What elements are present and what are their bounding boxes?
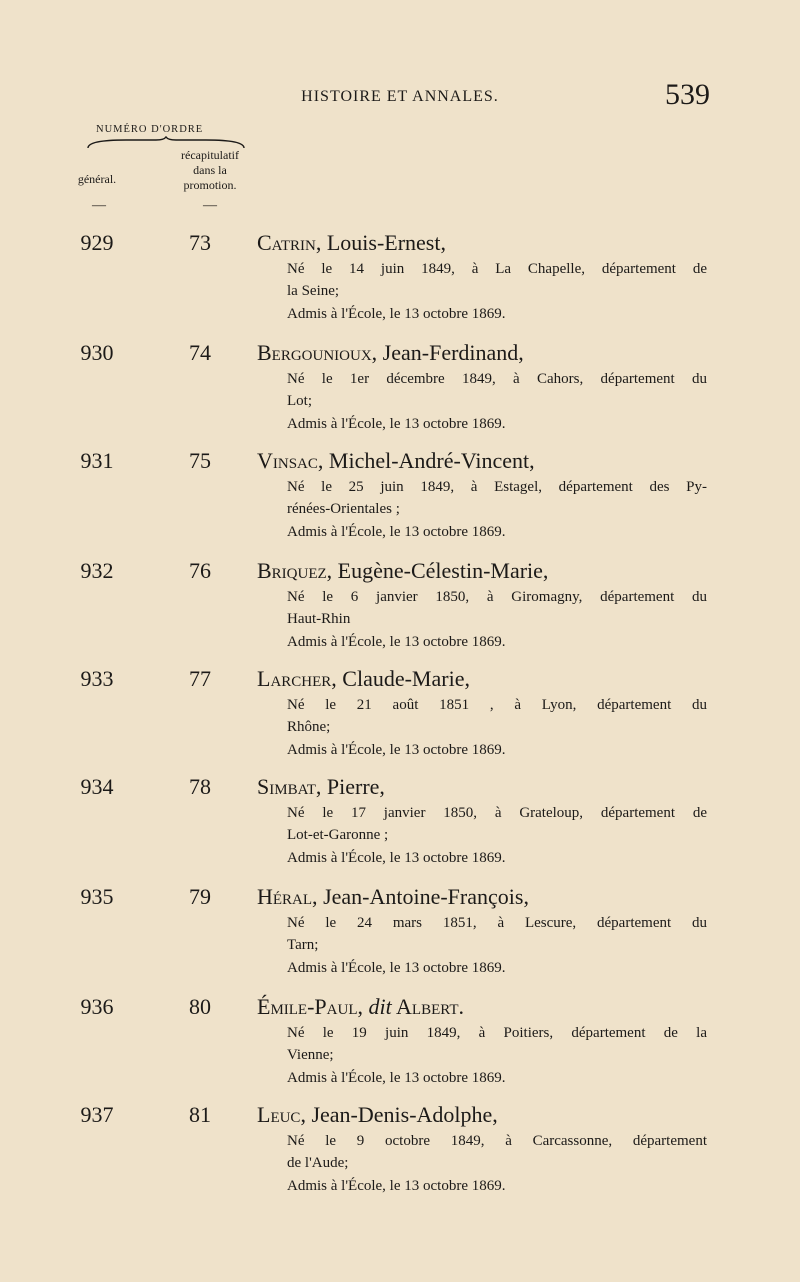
entry-birth-line: Né le 9 octobre 1849, à Carcassonne, département [287,1133,707,1149]
entry-birth-place: Lot; [287,393,312,409]
entry-birth-place: Tarn; [287,937,319,953]
entry-number-general: 934 [80,774,114,799]
entry-name: Larcher, Claude-Marie, [257,666,470,691]
entry-number-recap: 73 [189,230,211,255]
entry [0,448,800,556]
dash-recap: — [203,198,217,213]
entry [0,774,800,882]
entry-number-recap: 75 [189,448,211,473]
page-number: 539 [665,78,710,111]
entry-number-recap: 74 [189,340,211,365]
entry-number-recap: 81 [189,1102,211,1127]
entry [0,340,800,448]
entry-name: Émile-Paul, dit Albert. [257,994,465,1019]
entry-admission: Admis à l'École, le 13 octobre 1869. [287,960,506,976]
entry [0,230,800,338]
entry-number-recap: 78 [189,774,211,799]
entry-admission: Admis à l'École, le 13 octobre 1869. [287,1070,506,1086]
entry-number-recap: 76 [189,558,211,583]
entry-number-general: 935 [80,884,114,909]
entry-birth-line: Né le 6 janvier 1850, à Giromagny, département du [287,589,707,605]
entry-number-recap: 77 [189,666,211,691]
entry-birth-line: Né le 25 juin 1849, à Estagel, département des Py- [287,479,707,495]
entry-admission: Admis à l'École, le 13 octobre 1869. [287,524,506,540]
column-header-recap: récapitulatif dans la promotion. [181,148,239,192]
entry-name: Vinsac, Michel-André-Vincent, [257,448,535,473]
entry [0,558,800,666]
entry-admission: Admis à l'École, le 13 octobre 1869. [287,742,506,758]
entry-admission: Admis à l'École, le 13 octobre 1869. [287,634,506,650]
entry-number-general: 937 [80,1102,114,1127]
entry [0,884,800,992]
entry-birth-place: Haut-Rhin [287,611,351,627]
entry-birth-line: Né le 14 juin 1849, à La Chapelle, département de [287,261,707,277]
entry-birth-place: rénées-Orientales ; [287,501,400,517]
entry-admission: Admis à l'École, le 13 octobre 1869. [287,1178,506,1194]
entry-number-general: 930 [80,340,114,365]
entry-admission: Admis à l'École, le 13 octobre 1869. [287,306,506,322]
entry-admission: Admis à l'École, le 13 octobre 1869. [287,416,506,432]
entry [0,994,800,1102]
column-header-general: général. [77,172,117,186]
entry-number-general: 933 [80,666,114,691]
running-title: HISTOIRE ET ANNALES. [301,88,499,105]
entry-birth-line: Né le 24 mars 1851, à Lescure, département du [287,915,707,931]
entry-name: Simbat, Pierre, [257,774,385,799]
entry-birth-place: Lot-et-Garonne ; [287,827,389,843]
entry-number-recap: 80 [189,994,211,1019]
entry-birth-line: Né le 1er décembre 1849, à Cahors, département du [287,371,707,387]
entry-name: Briquez, Eugène-Célestin-Marie, [257,558,549,583]
column-header-numero: NUMÉRO D'ORDRE [96,124,204,135]
entry-number-general: 931 [80,448,114,473]
entry-birth-place: Rhône; [287,719,331,735]
entry-name: Héral, Jean-Antoine-François, [257,884,529,909]
entry-number-general: 936 [80,994,114,1019]
entry-name: Leuc, Jean-Denis-Adolphe, [257,1102,498,1127]
entry-name: Bergounioux, Jean-Ferdinand, [257,340,524,365]
entry-number-recap: 79 [189,884,211,909]
entry [0,1102,800,1210]
entry [0,666,800,774]
entry-admission: Admis à l'École, le 13 octobre 1869. [287,850,506,866]
entry-number-general: 929 [80,230,114,255]
entry-name: Catrin, Louis-Ernest, [257,230,446,255]
entry-birth-line: Né le 19 juin 1849, à Poitiers, département de la [287,1025,707,1041]
entry-birth-place: la Seine; [287,283,340,299]
entry-birth-place: Vienne; [287,1047,334,1063]
entry-birth-place: de l'Aude; [287,1155,349,1171]
dash-general: — [92,198,106,213]
entry-birth-line: Né le 21 août 1851 , à Lyon, département du [287,697,707,713]
entry-number-general: 932 [80,558,114,583]
entry-birth-line: Né le 17 janvier 1850, à Grateloup, département de [287,805,707,821]
